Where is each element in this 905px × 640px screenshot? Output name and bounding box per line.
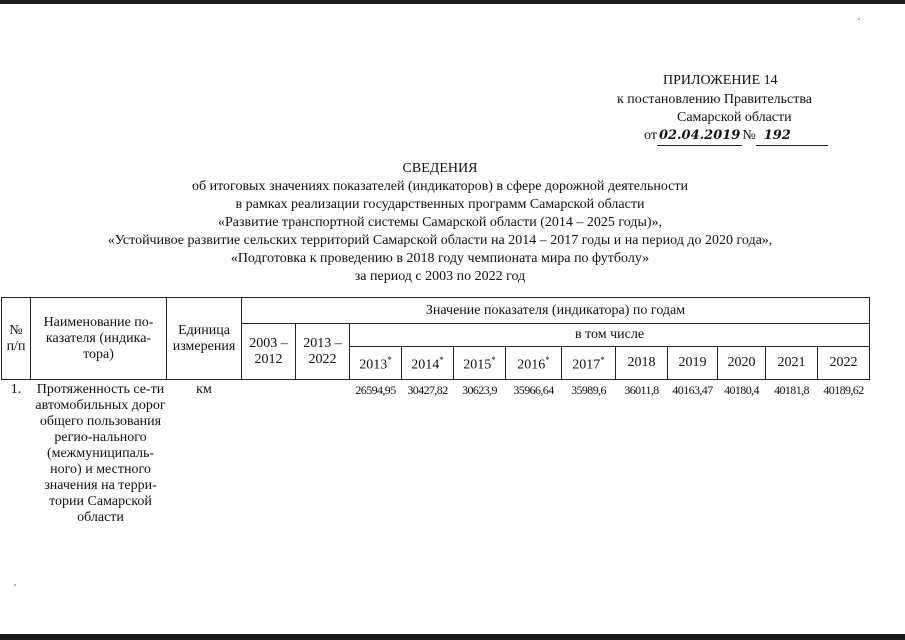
scan-bottom-edge xyxy=(0,634,905,640)
value-2013: 26594,95 xyxy=(355,383,396,397)
handwritten-date: 02.04.2019 xyxy=(657,127,742,146)
value-2021: 40181,8 xyxy=(774,383,809,397)
date-prefix: от xyxy=(644,128,657,143)
header-year-2013: 2013* xyxy=(350,347,402,380)
header-num: № п/п xyxy=(2,298,31,380)
heading-title: СВЕДЕНИЯ xyxy=(402,161,478,176)
appendix-line-1: к постановлению Правительства xyxy=(617,92,813,107)
scan-top-edge xyxy=(0,0,905,4)
value-2020: 40180,4 xyxy=(724,383,759,397)
document-heading xyxy=(0,160,880,286)
row-period-2 xyxy=(296,380,350,550)
header-year-2020: 2020 xyxy=(718,347,766,380)
value-2019: 40163,47 xyxy=(672,383,713,397)
value-2018: 36011,8 xyxy=(624,383,659,397)
value-2015: 30623,9 xyxy=(462,383,497,397)
table-row xyxy=(2,380,870,550)
header-unit: Единица измерения xyxy=(167,298,242,380)
indicator-table xyxy=(1,297,870,550)
value-2014: 30427,82 xyxy=(407,383,448,397)
heading-line-5: «Подготовка к проведению в 2018 году чемпионата мира по футболу» xyxy=(230,251,650,266)
header-year-2018: 2018 xyxy=(616,347,668,380)
row-unit: км xyxy=(196,382,212,397)
value-2022: 40189,62 xyxy=(823,383,864,397)
heading-line-1: об итоговых значениях показателей (индикаторов) в сфере дорожной деятельности xyxy=(192,179,688,194)
scan-speck xyxy=(858,18,860,20)
header-year-2021: 2021 xyxy=(766,347,818,380)
header-year-2017: 2017* xyxy=(562,347,616,380)
header-including: в том числе xyxy=(350,324,870,347)
header-year-2014: 2014* xyxy=(402,347,454,380)
row-num: 1. xyxy=(10,382,22,397)
appendix-line-2: Самарской области xyxy=(677,110,792,125)
heading-line-3: «Развитие транспортной системы Самарской области (2014 – 2025 годы)», xyxy=(217,215,663,230)
handwritten-number: 192 xyxy=(756,127,828,146)
appendix-title: ПРИЛОЖЕНИЕ 14 xyxy=(663,73,778,88)
header-year-2019: 2019 xyxy=(668,347,718,380)
value-2017: 35989,6 xyxy=(571,383,606,397)
row-period-1 xyxy=(242,380,296,550)
header-year-2016: 2016* xyxy=(506,347,562,380)
appendix-date-line xyxy=(644,127,828,146)
header-values-group: Значение показателя (индикатора) по годам xyxy=(242,298,870,324)
row-name: Протяженность се-ти автомобильных дорог общего пользования регио-нального (межмуниципаль-ного) и местного значения на терри-тории Самарской области xyxy=(35,382,166,525)
header-period-2: 2013 – 2022 xyxy=(296,324,350,380)
header-year-2015: 2015* xyxy=(454,347,506,380)
scan-speck xyxy=(14,584,16,586)
header-year-2022: 2022 xyxy=(818,347,870,380)
header-period-1: 2003 – 2012 xyxy=(242,324,296,380)
heading-line-6: за период с 2003 по 2022 год xyxy=(354,269,526,284)
heading-line-2: в рамках реализации государственных программ Самарской области xyxy=(235,197,645,212)
number-prefix: № xyxy=(742,128,756,143)
value-2016: 35966,64 xyxy=(513,383,554,397)
heading-line-4: «Устойчивое развитие сельских территорий Самарской области на 2014 – 2017 годы и на период до 2020 года», xyxy=(107,233,773,248)
header-name: Наименование по-казателя (индика-тора) xyxy=(31,298,167,380)
